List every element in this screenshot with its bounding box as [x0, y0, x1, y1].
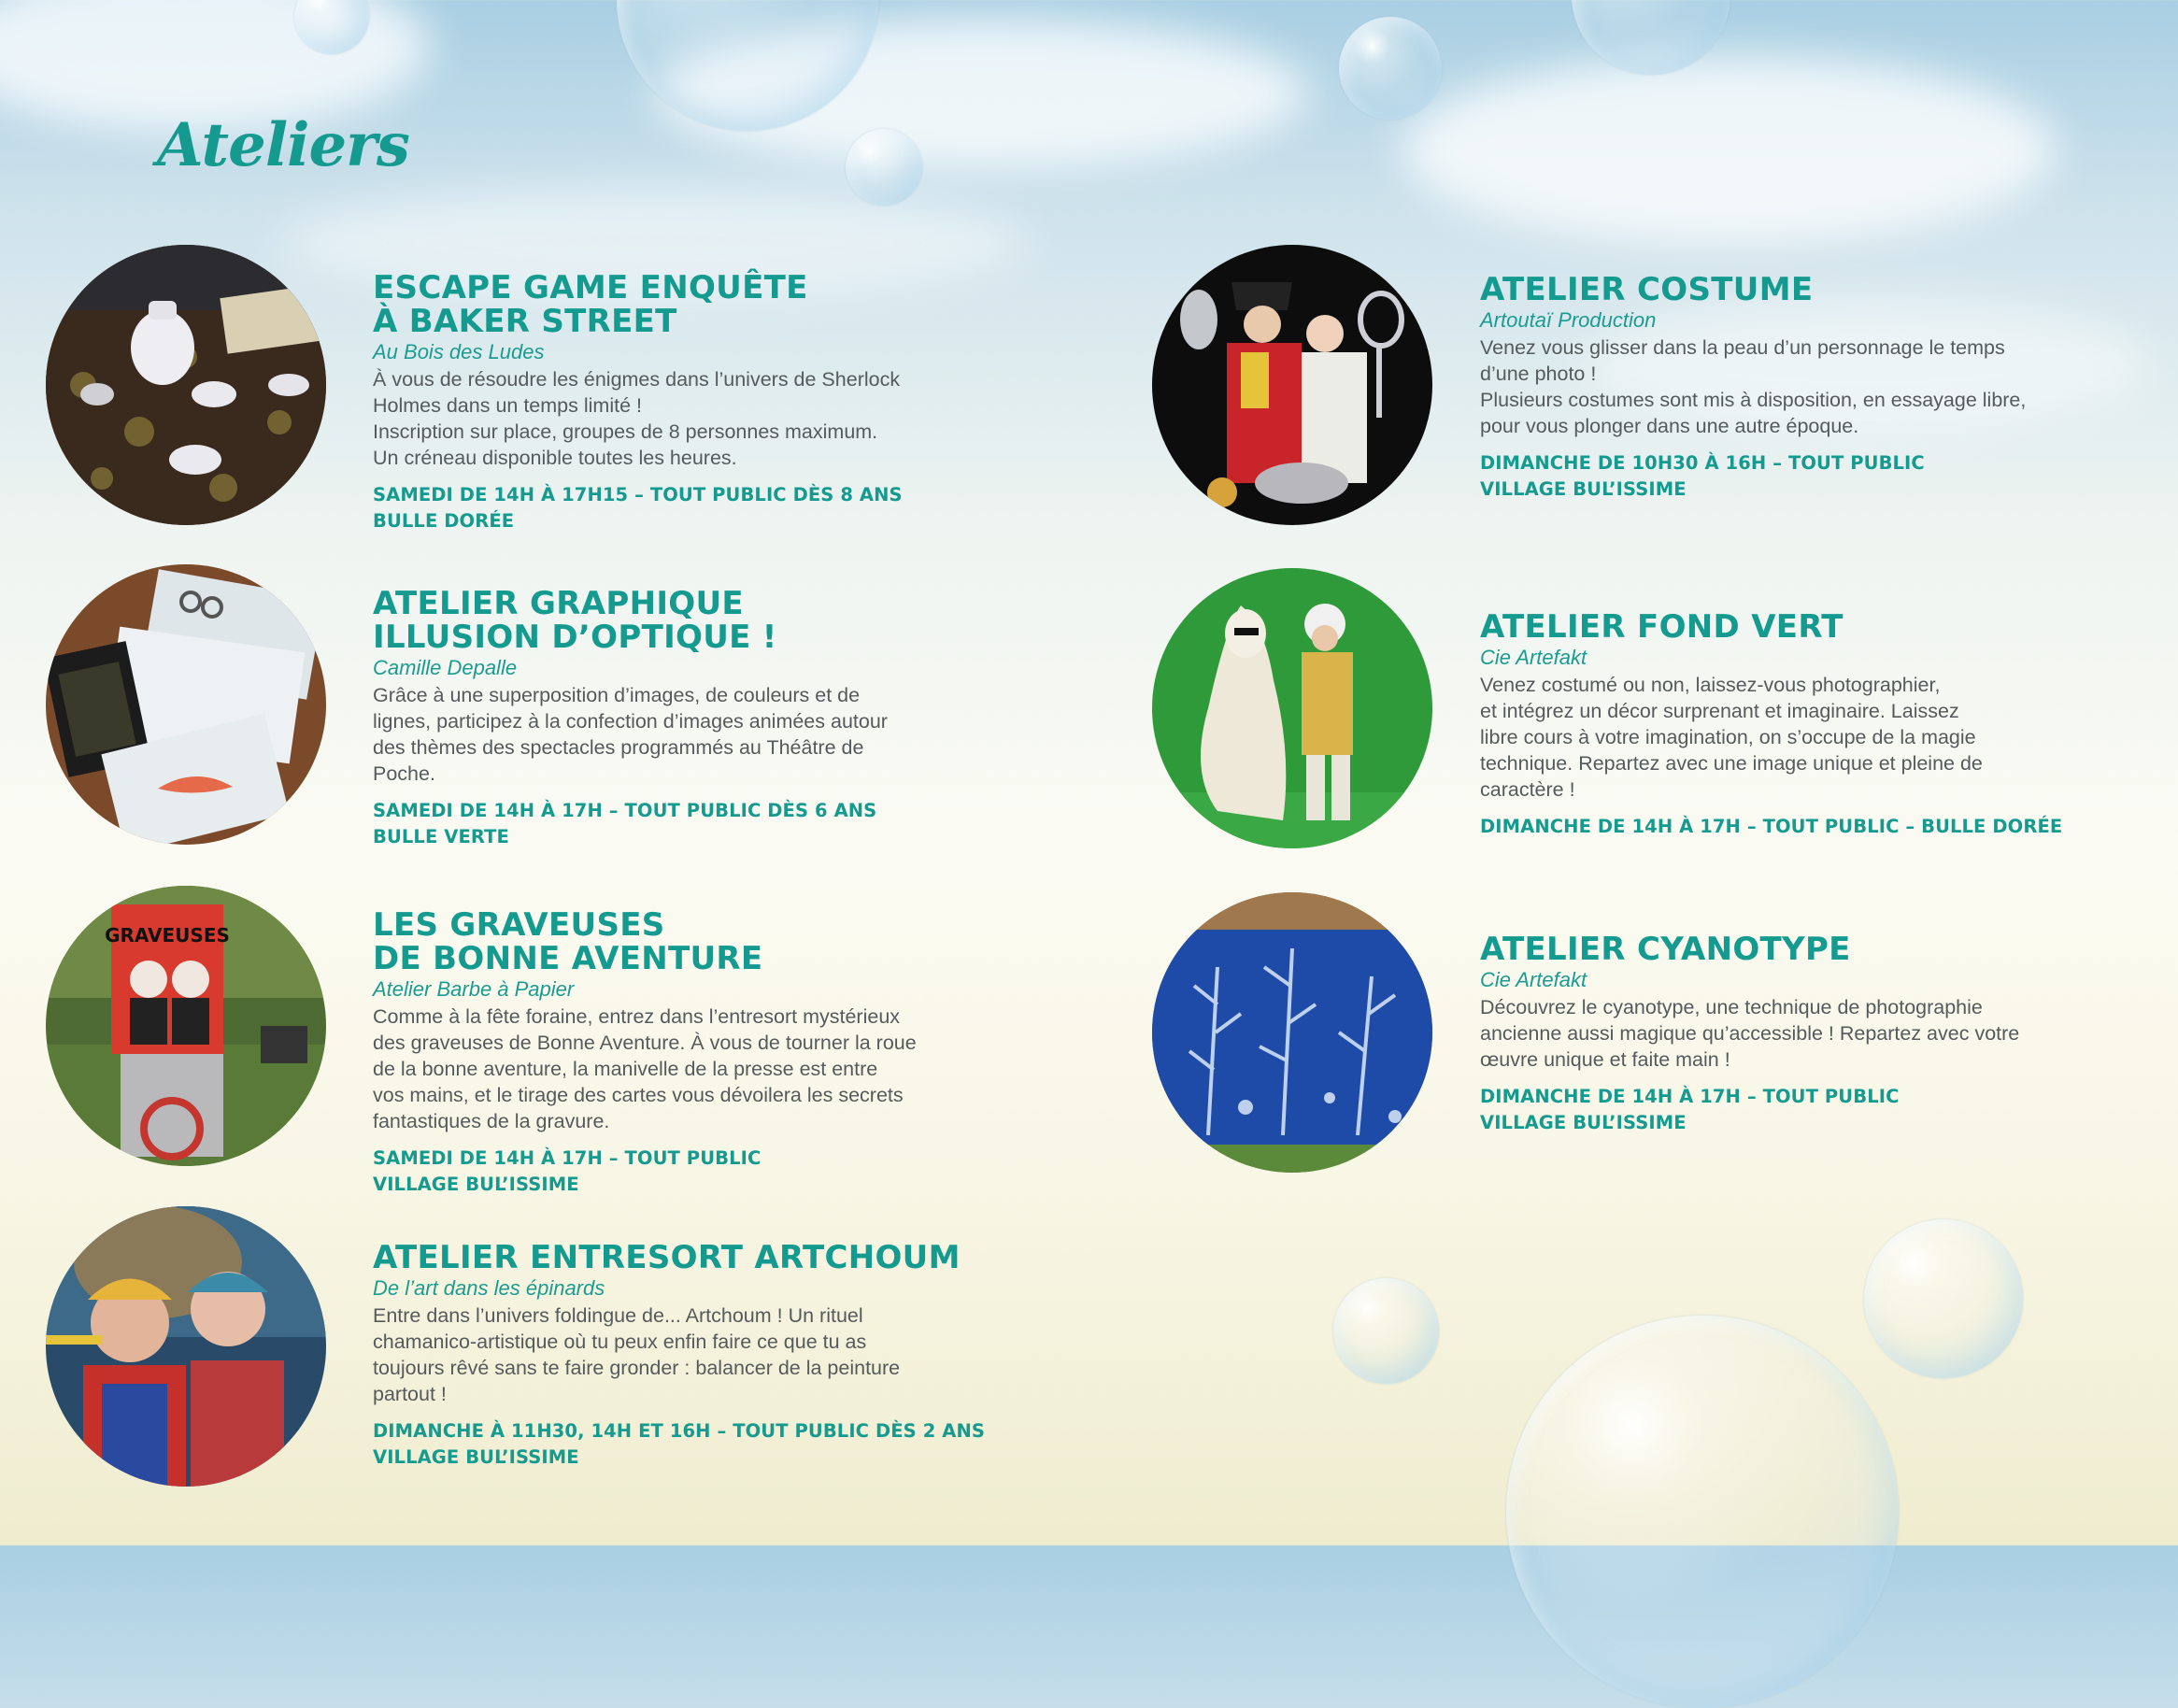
workshop-description: À vous de résoudre les énigmes dans l’univers de Sherlock Holmes dans un temps limité ! Inscription sur place, groupes de 8 personnes maximum. Un créneau disponible toutes les heures. [373, 368, 901, 469]
bubble [1333, 1278, 1439, 1384]
bubble [1339, 17, 1442, 120]
workshop-schedule: DIMANCHE DE 14H À 17H – TOUT PUBLIC VILLAGE BUL’ISSIME [1480, 1086, 1900, 1133]
workshop-schedule: SAMEDI DE 14H À 17H15 – TOUT PUBLIC DÈS 8 ANS BULLE DORÉE [373, 484, 903, 532]
bubble [1864, 1219, 2023, 1378]
bubble [1506, 1316, 1899, 1708]
workshop-title: LES GRAVEUSES DE BONNE AVENTURE [373, 906, 763, 977]
bubble [846, 129, 922, 206]
workshop-title: ATELIER COSTUME [1480, 271, 1814, 308]
workshop-photo [1152, 568, 1432, 848]
workshop-title: ESCAPE GAME ENQUÊTE À BAKER STREET [373, 269, 808, 340]
workshop-description: Comme à la fête foraine, entrez dans l’entresort mystérieux des graveuses de Bonne Aventure. À vous de tourner la roue de la bonne aventure, la manivelle de la presse est entre vos mains, et le tirage des cartes vous dévoilera les secrets fantastiques de la gravure. [373, 1005, 917, 1132]
cloud [1402, 56, 2056, 243]
workshop-photo [46, 564, 326, 845]
page-title: Ateliers [157, 110, 409, 180]
workshop-description: Découvrez le cyanotype, une technique de photographie ancienne aussi magique qu’accessible ! Repartez avec votre œuvre unique et faite main ! [1480, 996, 2020, 1071]
workshop-description: Venez vous glisser dans la peau d’un personnage le temps d’une photo ! Plusieurs costumes sont mis à disposition, en essayage libre, pour vous plonger dans une autre époque. [1480, 336, 2027, 437]
workshop-photo [1152, 892, 1432, 1173]
workshop-photo [1152, 245, 1432, 525]
workshop-organizer: Atelier Barbe à Papier [373, 977, 575, 1001]
workshop-title: ATELIER CYANOTYPE [1480, 931, 1851, 968]
workshop-photo [46, 886, 326, 1166]
workshop-organizer: Cie Artefakt [1480, 968, 1587, 991]
workshop-organizer: De l’art dans les épinards [373, 1276, 605, 1300]
workshop-description: Entre dans l’univers foldingue de... Artchoum ! Un rituel chamanico-artistique où tu peux enfin faire ce que tu as toujours rêvé sans te faire gronder : balancer de la peinture partout ! [373, 1304, 901, 1405]
workshop-organizer: Artoutaï Production [1480, 308, 1657, 332]
workshop-organizer: Au Bois des Ludes [373, 340, 545, 363]
photo-sign-text: GRAVEUSES [105, 924, 230, 947]
workshop-schedule: SAMEDI DE 14H À 17H – TOUT PUBLIC VILLAGE BUL’ISSIME [373, 1147, 762, 1195]
workshop-title: ATELIER FOND VERT [1480, 608, 1843, 646]
workshop-description: Venez costumé ou non, laissez-vous photographier, et intégrez un décor surprenant et imaginaire. Laissez libre cours à votre imagination, on s’occupe de la magie technique. Repartez avec une image unique et pleine de caractère ! [1480, 674, 1983, 801]
workshop-organizer: Cie Artefakt [1480, 646, 1587, 669]
workshop-photo [46, 1206, 326, 1487]
workshop-schedule: DIMANCHE DE 10H30 À 16H – TOUT PUBLIC VILLAGE BUL’ISSIME [1480, 452, 1925, 500]
workshop-schedule: DIMANCHE DE 14H À 17H – TOUT PUBLIC – BULLE DORÉE [1480, 816, 2063, 837]
workshop-title: ATELIER ENTRESORT ARTCHOUM [373, 1239, 961, 1276]
workshop-title: ATELIER GRAPHIQUE ILLUSION D’OPTIQUE ! [373, 585, 777, 656]
workshop-photo [46, 245, 326, 525]
workshop-schedule: SAMEDI DE 14H À 17H – TOUT PUBLIC DÈS 6 ANS BULLE VERTE [373, 800, 877, 847]
workshop-description: Grâce à une superposition d’images, de couleurs et de lignes, participez à la confection d’images animées autour des thèmes des spectacles programmés au Théâtre de Poche. [373, 684, 888, 785]
workshop-schedule: DIMANCHE À 11H30, 14H ET 16H – TOUT PUBLIC DÈS 2 ANS VILLAGE BUL’ISSIME [373, 1420, 986, 1468]
workshop-organizer: Camille Depalle [373, 656, 518, 679]
